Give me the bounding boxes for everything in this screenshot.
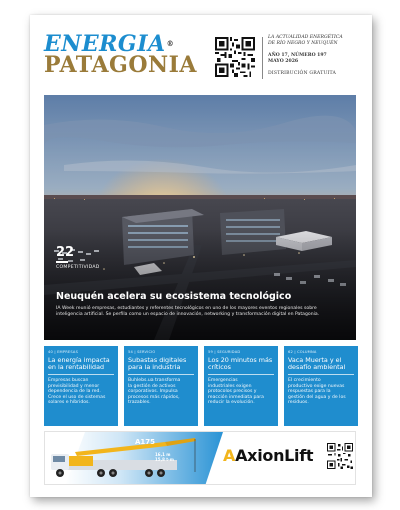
issue-info: AÑO 17, NÚMERO 197 MAYO 2026 — [268, 53, 327, 64]
masthead-logo — [44, 33, 204, 76]
teaser-section: 40 | EMPRESAS — [48, 350, 79, 354]
teaser-title: Vaca Muerta y el desafío ambiental — [288, 356, 346, 372]
qr-code-icon[interactable] — [327, 443, 353, 469]
masthead-line-1: ENERGIA® — [44, 31, 175, 57]
teaser-box-empresas[interactable] — [44, 346, 118, 426]
teaser-section: 59 | SEGURIDAD — [208, 350, 241, 354]
hero-description: IA Week reunió empresas, estudiantes y referentes tecnológicos en uno de los mayores eventos regionales sobre inteligencia artificial. Se perfila como un espacio de innovación, networking y transformación digital en Patagonia. — [56, 306, 320, 317]
teaser-rule — [48, 374, 114, 375]
axionlift-logo: AAxionLift — [223, 446, 314, 465]
hero-headline[interactable]: Neuquén acelera su ecosistema tecnológico — [56, 291, 292, 302]
teaser-box-seguridad[interactable] — [204, 346, 278, 426]
advertisement-banner[interactable] — [44, 431, 356, 485]
qr-code-icon[interactable] — [215, 37, 255, 77]
teaser-rule — [208, 374, 274, 375]
ad-model: A175 — [135, 438, 156, 446]
teaser-title: Subastas digitales para la industria — [128, 356, 187, 372]
hero-photo[interactable] — [44, 95, 356, 340]
teaser-box-servicio[interactable] — [124, 346, 198, 426]
hero-rule — [56, 261, 68, 263]
ad-specs: 16,1 m 15,8 t·m — [155, 452, 174, 462]
masthead-line-2: PATAGONIA — [44, 52, 197, 78]
tagline: LA ACTUALIDAD ENERGÉTICA DE RÍO NEGRO Y NEUQUÉN — [268, 35, 343, 46]
teaser-text: Empresas buscan previsibilidad y menor dependencia de la red. Crece el uso de sistemas solares e híbridos. — [48, 378, 106, 406]
hero-page-number: 22 — [56, 245, 75, 260]
teaser-text: El crecimiento productivo exige nuevas respuestas para la gestión del agua y de los residuos. — [288, 378, 346, 406]
teaser-section: 54 | SERVICIO — [128, 350, 156, 354]
newspaper-cover — [30, 15, 372, 497]
teaser-rule — [288, 374, 354, 375]
header-info — [268, 35, 368, 77]
teaser-section: 62 | COLUMNA — [288, 350, 317, 354]
axionlift-mark-icon: A — [223, 446, 236, 465]
teaser-text: Buhlebs.ua transforma la gestión de activos corporativos. Impulsa procesos más rápidos, trazables. — [128, 378, 181, 406]
hero-section: COMPETITIVIDAD — [56, 265, 100, 270]
teaser-title: La energía impacta en la rentabilidad — [48, 356, 110, 372]
hero-image — [44, 95, 356, 340]
teaser-box-columna[interactable] — [284, 346, 358, 426]
teaser-rule — [128, 374, 194, 375]
truck-crane-icon — [45, 432, 223, 485]
header-divider — [262, 37, 263, 79]
teaser-text: Emergencias industriales exigen protocolos precisos y reacción inmediata para reducir la evolución. — [208, 378, 264, 406]
teaser-title: Los 20 minutos más críticos — [208, 356, 273, 372]
distribution-label: DISTRIBUCIÓN GRATUITA — [268, 71, 337, 76]
